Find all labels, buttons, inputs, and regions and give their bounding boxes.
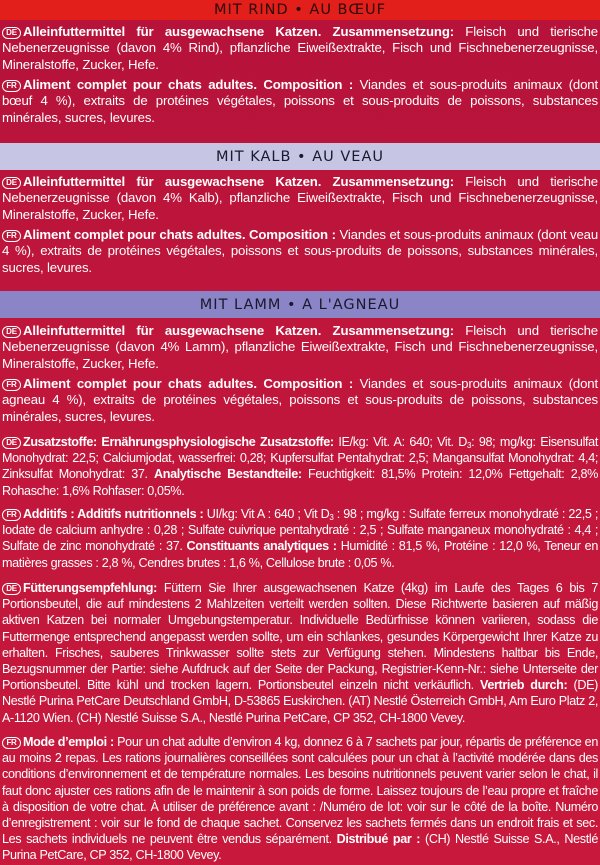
distributor-heading: Vertrieb durch: (479, 678, 568, 693)
variant-banner-veal (0, 143, 600, 170)
composition-de-veal (2, 174, 598, 223)
feeding-heading: Mode d’emploi : (23, 735, 114, 749)
composition-fr-beef (2, 77, 598, 126)
variant-title: MIT RIND • AU BŒUF (214, 2, 386, 18)
additives-text: UI/kg: Vit A : 640 ; Vit D (203, 507, 330, 521)
composition-fr-veal (2, 227, 598, 276)
composition-heading: Aliment complet pour chats adultes. Composition : (23, 376, 354, 391)
composition-text: Viandes et sous-produits animaux (dont veau 4 %), extraits de protéines végétales, poissons et sous-produits de poissons, substances minérales, sucres, levures. (2, 227, 599, 275)
additives-heading: Additifs : Additifs nutritionnels : (23, 507, 204, 521)
feeding-de (2, 580, 598, 726)
feeding-text: Pour un chat adulte d’environ 4 kg, donnez 6 à 7 sachets par jour, répartis de préférence en au moins 2 repas. Les rations journalières conseillées sont calculées pour un chat à l’activité modérée dans des conditions d’environnement et de température normales. Les besoins nutritionnels peuvent varier selon le chat, il faut donc ajuster ces rations afin de le maintenir à son poids de forme. Laissez toujours de l’eau propre et fraîche à disposition de votre chat. À utiliser de préférence avant : /Numéro de lot: voir sur le côté de la boîte. Numéro d’enregistrement : voir sur le fond de chaque sachet. Conservez les sachets fermés dans un endroit frais et sec. Les sachets individuels ne peuvent être vendus séparément. (2, 735, 598, 847)
variant-banner-beef (0, 0, 600, 20)
variant-title: MIT LAMM • A L'AGNEAU (199, 296, 401, 313)
variant-banner-lamb (0, 291, 600, 318)
composition-fr-lamb (2, 376, 598, 425)
subscript: 3 (329, 513, 334, 522)
lang-badge-fr-icon: FR (2, 230, 21, 242)
lang-badge-fr-icon: FR (2, 737, 21, 749)
analytical-text: Humidité : 81,5 %, Protéine : 12,0 %, Teneur en matières grasses : 2,8 %, Cendres brutes : 1,6 %, Cellulose brute : 0,05 %. (2, 539, 598, 570)
additives-fr (2, 506, 598, 571)
composition-text: Fleisch und tierische Nebenerzeugnisse (davon 4% Lamm), pflanzliche Eiweißextrakte, Fisch und Fischnebenerzeugnisse, Mineralstoffe, Zucker, Hefe. (2, 323, 598, 371)
composition-de-beef (2, 24, 598, 73)
lang-badge-fr-icon: FR (2, 80, 21, 92)
composition-text: Fleisch und tierische Nebenerzeugnisse (davon 4% Kalb), pflanzliche Eiweißextrakte, Fisch und Fischnebenerzeugnisse, Mineralstoffe, Zucker, Hefe. (2, 174, 598, 222)
additives-heading: Zusatzstoffe: Ernährungsphysiologische Zusatzstoffe: (23, 435, 334, 449)
lang-badge-de-icon: DE (2, 326, 21, 338)
lang-badge-de-icon: DE (2, 177, 21, 189)
composition-heading: Alleinfuttermittel für ausgewachsene Katzen. Zusammensetzung: (23, 174, 454, 189)
lang-badge-fr-icon: FR (2, 379, 21, 391)
composition-text: Viandes et sous-produits animaux (dont bœuf 4 %), extraits de protéines végétales, poissons et sous-produits de poissons, substances minérales, sucres, levures. (2, 77, 598, 125)
distributor-text: (CH) Nestlé Suisse S.A., Nestlé Purina PetCare, CP 352, CH-1800 Vevey. (2, 832, 598, 863)
additives-text: : 98; mg/kg: Eisensulfat Monohydrat: 22,5; Calciumjodat, wasserfrei: 0,28; Kupfersulfat Pentahydrat: 2,5; Mangansulfat Monohydrat: 4,4; Zinksulfat Monohydrat: 37. (2, 435, 598, 482)
analytical-heading: Analytische Bestandteile: (154, 467, 302, 482)
lang-badge-de-icon: DE (2, 27, 21, 39)
lang-badge-de-icon: DE (2, 437, 21, 449)
composition-heading: Aliment complet pour chats adultes. Composition : (23, 77, 354, 92)
composition-text: Viandes et sous-produits animaux (dont agneau 4 %), extraits de protéines végétales, poissons et sous-produits de poissons, substances minérales, sucres, levures. (2, 376, 598, 424)
composition-text: Fleisch und tierische Nebenerzeugnisse (davon 4% Rind), pflanzliche Eiweißextrakte, Fisch und Fischnebenerzeugnisse, Mineralstoffe, Zucker, Hefe. (2, 24, 598, 72)
composition-heading: Aliment complet pour chats adultes. Composition : (23, 227, 336, 242)
composition-heading: Alleinfuttermittel für ausgewachsene Katzen. Zusammensetzung: (23, 24, 454, 39)
additives-de (2, 434, 598, 499)
distributor-text: (DE) Nestlé Purina PetCare Deutschland GmbH, D-53865 Euskirchen. (AT) Nestlé Österreich GmbH, Am Euro Platz 2, A-1120 Wien. (CH) Nestlé Suisse S.A., Nestlé Purina PetCare, CP 352, CH-1800 Vevey. (2, 678, 598, 725)
composition-heading: Alleinfuttermittel für ausgewachsene Katzen. Zusammensetzung: (23, 323, 454, 338)
lang-badge-de-icon: DE (2, 583, 21, 595)
additives-text: IE/kg: Vit. A: 640; Vit. D (333, 435, 467, 449)
analytical-text: Feuchtigkeit: 81,5% Protein: 12,0% Fettgehalt: 2,8% Rohasche: 1,6% Rohfaser: 0,05%. (2, 467, 598, 498)
variant-title: MIT KALB • AU VEAU (216, 148, 384, 165)
distributor-heading: Distribué par : (336, 832, 421, 847)
lang-badge-fr-icon: FR (2, 509, 21, 521)
feeding-text: Füttern Sie Ihrer ausgewachsenen Katze (4kg) im Laufe des Tages 6 bis 7 Portionsbeutel, die auf mindestens 2 Mahlzeiten verteilt werden sollten. Diese Richtwerte basieren auf mäßig aktiven Katzen bei normaler Umgebungstemperatur. Individuelle Bedürfnisse können variieren, sodass die Futtermenge entsprechend angepasst werden sollte, um ein schlankes, gesundes Körpergewicht Ihrer Katze zu erhalten. Frisches, sauberes Trinkwasser sollte stets zur Verfügung stehen. Mindestens haltbar bis Ende, Bezugsnummer der Partie: siehe Aufdruck auf der Seite der Packung, Registrier-Kenn-Nr.: siehe Unterseite der Portionsbeutel. Bitte kühl und trocken lagern. Portionsbeutel einzeln nicht verkäuflich. (2, 581, 598, 693)
feeding-heading: Fütterungsempfehlung: (23, 581, 157, 595)
analytical-heading: Constituants analytiques : (186, 539, 337, 554)
composition-de-lamb (2, 323, 598, 372)
additives-text: : 98 ; mg/kg : Sulfate ferreux monohydraté : 22,5 ; Iodate de calcium anhydre : 0,28 ; Sulfate cuivrique pentahydraté : 2,5 ; Sulfate manganeux monohydraté : 4,4 ; Sulfate de zinc monohydraté : 37. (2, 507, 598, 554)
subscript: 3 (467, 441, 472, 450)
feeding-fr (2, 734, 598, 864)
